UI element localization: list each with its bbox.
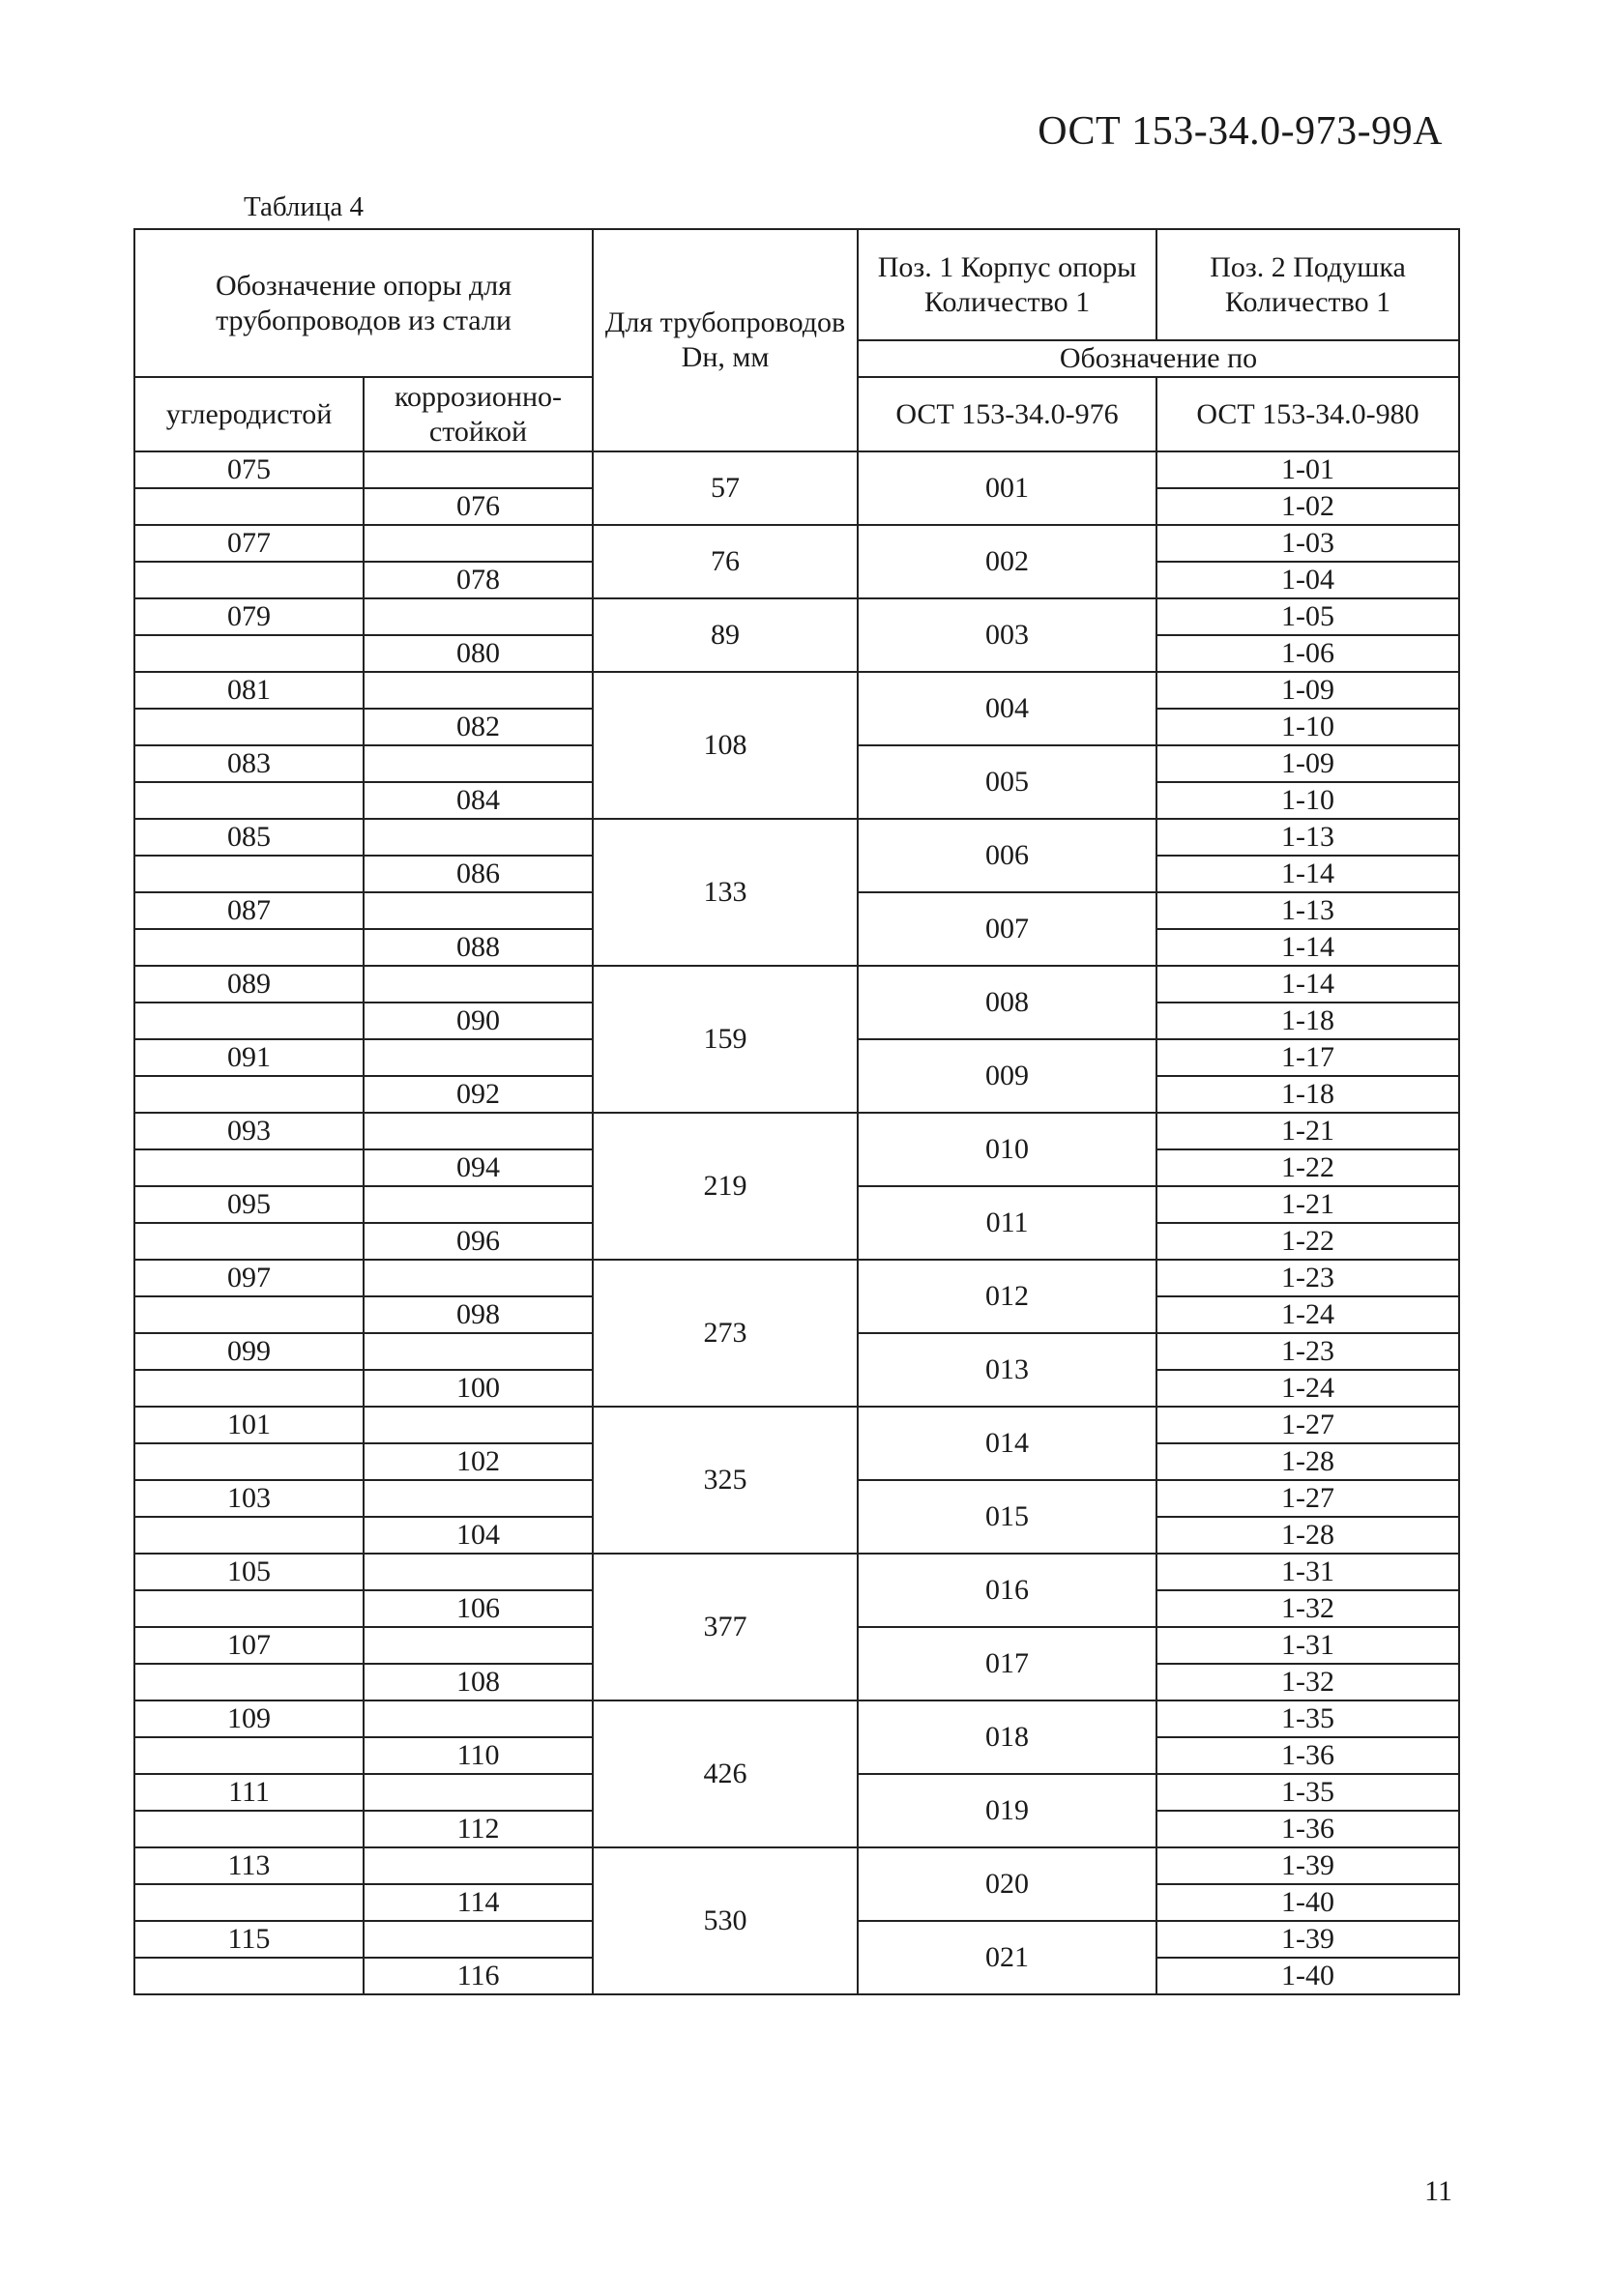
pad-cell: 1-17 bbox=[1156, 1039, 1459, 1076]
table-row bbox=[134, 451, 1459, 488]
pad-cell: 1-14 bbox=[1156, 966, 1459, 1003]
pad-cell: 1-31 bbox=[1156, 1554, 1459, 1590]
pad-cell: 1-10 bbox=[1156, 709, 1459, 745]
corrosion-resistant-cell: 110 bbox=[364, 1737, 593, 1774]
pad-cell: 1-32 bbox=[1156, 1590, 1459, 1627]
carbon-steel-cell: 115 bbox=[134, 1921, 364, 1958]
pad-cell: 1-21 bbox=[1156, 1113, 1459, 1149]
corrosion-resistant-cell: 096 bbox=[364, 1223, 593, 1260]
corrosion-resistant-cell bbox=[364, 892, 593, 929]
corrosion-resistant-cell: 084 bbox=[364, 782, 593, 819]
pad-cell: 1-24 bbox=[1156, 1296, 1459, 1333]
carbon-steel-cell bbox=[134, 488, 364, 525]
carbon-steel-cell bbox=[134, 1223, 364, 1260]
pad-cell: 1-10 bbox=[1156, 782, 1459, 819]
pipe-diameter-cell: 530 bbox=[593, 1847, 858, 1994]
carbon-steel-cell bbox=[134, 1664, 364, 1700]
table-row bbox=[134, 1847, 1459, 1884]
corrosion-resistant-cell: 106 bbox=[364, 1590, 593, 1627]
carbon-steel-cell bbox=[134, 1590, 364, 1627]
carbon-steel-cell bbox=[134, 856, 364, 892]
header-designation-by: Обозначение по bbox=[858, 340, 1459, 377]
carbon-steel-cell bbox=[134, 709, 364, 745]
corrosion-resistant-cell: 112 bbox=[364, 1811, 593, 1847]
pad-cell: 1-23 bbox=[1156, 1333, 1459, 1370]
pad-cell: 1-14 bbox=[1156, 856, 1459, 892]
support-body-cell: 003 bbox=[858, 598, 1156, 672]
support-body-cell: 010 bbox=[858, 1113, 1156, 1186]
corrosion-resistant-cell: 076 bbox=[364, 488, 593, 525]
corrosion-resistant-cell bbox=[364, 451, 593, 488]
corrosion-resistant-cell bbox=[364, 1627, 593, 1664]
corrosion-resistant-cell: 078 bbox=[364, 562, 593, 598]
pad-cell: 1-36 bbox=[1156, 1811, 1459, 1847]
support-body-cell: 014 bbox=[858, 1407, 1156, 1480]
pad-cell: 1-21 bbox=[1156, 1186, 1459, 1223]
carbon-steel-cell bbox=[134, 1737, 364, 1774]
corrosion-resistant-cell: 116 bbox=[364, 1958, 593, 1994]
corrosion-resistant-cell bbox=[364, 745, 593, 782]
pipe-diameter-cell: 133 bbox=[593, 819, 858, 966]
pad-cell: 1-31 bbox=[1156, 1627, 1459, 1664]
support-body-cell: 017 bbox=[858, 1627, 1156, 1700]
support-body-cell: 018 bbox=[858, 1700, 1156, 1774]
pipe-diameter-cell: 76 bbox=[593, 525, 858, 598]
document-code: ОСТ 153-34.0-973-99А bbox=[1038, 109, 1443, 154]
table-row bbox=[134, 525, 1459, 562]
pad-cell: 1-40 bbox=[1156, 1884, 1459, 1921]
corrosion-resistant-cell bbox=[364, 1186, 593, 1223]
corrosion-resistant-cell bbox=[364, 1260, 593, 1296]
corrosion-resistant-cell: 092 bbox=[364, 1076, 593, 1113]
pad-cell: 1-06 bbox=[1156, 635, 1459, 672]
pad-cell: 1-35 bbox=[1156, 1700, 1459, 1737]
support-body-cell: 004 bbox=[858, 672, 1156, 745]
pipe-diameter-cell: 426 bbox=[593, 1700, 858, 1847]
table-caption: Таблица 4 bbox=[244, 191, 365, 222]
corrosion-resistant-cell: 108 bbox=[364, 1664, 593, 1700]
table-row bbox=[134, 1113, 1459, 1149]
carbon-steel-cell: 111 bbox=[134, 1774, 364, 1811]
header-ost-980: ОСТ 153-34.0-980 bbox=[1156, 377, 1459, 451]
pipe-diameter-cell: 89 bbox=[593, 598, 858, 672]
pad-cell: 1-04 bbox=[1156, 562, 1459, 598]
carbon-steel-cell: 083 bbox=[134, 745, 364, 782]
table-row bbox=[134, 672, 1459, 709]
corrosion-resistant-cell: 102 bbox=[364, 1443, 593, 1480]
carbon-steel-cell bbox=[134, 1517, 364, 1554]
carbon-steel-cell: 109 bbox=[134, 1700, 364, 1737]
carbon-steel-cell: 089 bbox=[134, 966, 364, 1003]
pad-cell: 1-14 bbox=[1156, 929, 1459, 966]
corrosion-resistant-cell: 100 bbox=[364, 1370, 593, 1407]
corrosion-resistant-cell: 086 bbox=[364, 856, 593, 892]
pad-cell: 1-18 bbox=[1156, 1076, 1459, 1113]
pad-cell: 1-13 bbox=[1156, 892, 1459, 929]
pad-cell: 1-02 bbox=[1156, 488, 1459, 525]
pad-cell: 1-18 bbox=[1156, 1003, 1459, 1039]
carbon-steel-cell bbox=[134, 1003, 364, 1039]
carbon-steel-cell bbox=[134, 1076, 364, 1113]
pad-cell: 1-36 bbox=[1156, 1737, 1459, 1774]
carbon-steel-cell: 099 bbox=[134, 1333, 364, 1370]
pipe-diameter-cell: 377 bbox=[593, 1554, 858, 1700]
pad-cell: 1-39 bbox=[1156, 1847, 1459, 1884]
pad-cell: 1-27 bbox=[1156, 1480, 1459, 1517]
carbon-steel-cell: 085 bbox=[134, 819, 364, 856]
carbon-steel-cell: 101 bbox=[134, 1407, 364, 1443]
carbon-steel-cell: 113 bbox=[134, 1847, 364, 1884]
pad-cell: 1-03 bbox=[1156, 525, 1459, 562]
corrosion-resistant-cell bbox=[364, 1921, 593, 1958]
corrosion-resistant-cell: 090 bbox=[364, 1003, 593, 1039]
support-designation-table bbox=[133, 228, 1460, 1995]
corrosion-resistant-cell bbox=[364, 598, 593, 635]
carbon-steel-cell: 079 bbox=[134, 598, 364, 635]
table-row bbox=[134, 1700, 1459, 1737]
pipe-diameter-cell: 273 bbox=[593, 1260, 858, 1407]
header-carbon-steel: углеродистой bbox=[134, 377, 364, 451]
carbon-steel-cell bbox=[134, 782, 364, 819]
support-body-cell: 012 bbox=[858, 1260, 1156, 1333]
corrosion-resistant-cell bbox=[364, 1333, 593, 1370]
corrosion-resistant-cell: 094 bbox=[364, 1149, 593, 1186]
support-body-cell: 006 bbox=[858, 819, 1156, 892]
support-body-cell: 013 bbox=[858, 1333, 1156, 1407]
support-body-cell: 005 bbox=[858, 745, 1156, 819]
support-body-cell: 020 bbox=[858, 1847, 1156, 1921]
carbon-steel-cell: 105 bbox=[134, 1554, 364, 1590]
carbon-steel-cell: 091 bbox=[134, 1039, 364, 1076]
carbon-steel-cell: 095 bbox=[134, 1186, 364, 1223]
carbon-steel-cell bbox=[134, 1296, 364, 1333]
pad-cell: 1-28 bbox=[1156, 1443, 1459, 1480]
table-row bbox=[134, 966, 1459, 1003]
header-corrosion-resistant: коррозионно-стойкой bbox=[364, 377, 593, 451]
pad-cell: 1-22 bbox=[1156, 1223, 1459, 1260]
corrosion-resistant-cell bbox=[364, 1407, 593, 1443]
pad-cell: 1-39 bbox=[1156, 1921, 1459, 1958]
support-body-cell: 015 bbox=[858, 1480, 1156, 1554]
table-row bbox=[134, 1260, 1459, 1296]
carbon-steel-cell: 087 bbox=[134, 892, 364, 929]
carbon-steel-cell: 093 bbox=[134, 1113, 364, 1149]
support-body-cell: 001 bbox=[858, 451, 1156, 525]
support-body-cell: 016 bbox=[858, 1554, 1156, 1627]
support-body-cell: 019 bbox=[858, 1774, 1156, 1847]
pad-cell: 1-32 bbox=[1156, 1664, 1459, 1700]
corrosion-resistant-cell bbox=[364, 966, 593, 1003]
support-body-cell: 008 bbox=[858, 966, 1156, 1039]
carbon-steel-cell bbox=[134, 929, 364, 966]
pad-cell: 1-27 bbox=[1156, 1407, 1459, 1443]
carbon-steel-cell: 107 bbox=[134, 1627, 364, 1664]
carbon-steel-cell bbox=[134, 1149, 364, 1186]
corrosion-resistant-cell bbox=[364, 1039, 593, 1076]
carbon-steel-cell bbox=[134, 635, 364, 672]
corrosion-resistant-cell bbox=[364, 1774, 593, 1811]
corrosion-resistant-cell: 088 bbox=[364, 929, 593, 966]
table-row bbox=[134, 819, 1459, 856]
pad-cell: 1-09 bbox=[1156, 745, 1459, 782]
pipe-diameter-cell: 219 bbox=[593, 1113, 858, 1260]
support-body-cell: 002 bbox=[858, 525, 1156, 598]
corrosion-resistant-cell: 082 bbox=[364, 709, 593, 745]
pad-cell: 1-40 bbox=[1156, 1958, 1459, 1994]
carbon-steel-cell bbox=[134, 1811, 364, 1847]
table-row bbox=[134, 1554, 1459, 1590]
corrosion-resistant-cell: 080 bbox=[364, 635, 593, 672]
pipe-diameter-cell: 325 bbox=[593, 1407, 858, 1554]
pipe-diameter-cell: 57 bbox=[593, 451, 858, 525]
pad-cell: 1-13 bbox=[1156, 819, 1459, 856]
header-pos1: Поз. 1 Корпус опоры Количество 1 bbox=[858, 229, 1156, 340]
carbon-steel-cell: 103 bbox=[134, 1480, 364, 1517]
carbon-steel-cell bbox=[134, 1958, 364, 1994]
support-body-cell: 021 bbox=[858, 1921, 1156, 1994]
pipe-diameter-cell: 108 bbox=[593, 672, 858, 819]
pipe-diameter-cell: 159 bbox=[593, 966, 858, 1113]
pad-cell: 1-35 bbox=[1156, 1774, 1459, 1811]
carbon-steel-cell: 075 bbox=[134, 451, 364, 488]
header-pos2: Поз. 2 Подушка Количество 1 bbox=[1156, 229, 1459, 340]
pad-cell: 1-28 bbox=[1156, 1517, 1459, 1554]
table-row bbox=[134, 1407, 1459, 1443]
corrosion-resistant-cell bbox=[364, 1554, 593, 1590]
carbon-steel-cell bbox=[134, 1884, 364, 1921]
pad-cell: 1-24 bbox=[1156, 1370, 1459, 1407]
corrosion-resistant-cell bbox=[364, 672, 593, 709]
corrosion-resistant-cell: 114 bbox=[364, 1884, 593, 1921]
corrosion-resistant-cell bbox=[364, 1847, 593, 1884]
header-support-designation: Обозначение опоры для трубопроводов из стали bbox=[134, 229, 593, 377]
table-row bbox=[134, 598, 1459, 635]
header-pipe-diameter: Для трубопроводов Dн, мм bbox=[593, 229, 858, 451]
corrosion-resistant-cell bbox=[364, 1480, 593, 1517]
corrosion-resistant-cell bbox=[364, 525, 593, 562]
corrosion-resistant-cell: 104 bbox=[364, 1517, 593, 1554]
pad-cell: 1-09 bbox=[1156, 672, 1459, 709]
support-body-cell: 007 bbox=[858, 892, 1156, 966]
page-number: 11 bbox=[1424, 2175, 1452, 2207]
support-body-cell: 009 bbox=[858, 1039, 1156, 1113]
pad-cell: 1-23 bbox=[1156, 1260, 1459, 1296]
carbon-steel-cell: 081 bbox=[134, 672, 364, 709]
carbon-steel-cell bbox=[134, 1370, 364, 1407]
pad-cell: 1-05 bbox=[1156, 598, 1459, 635]
carbon-steel-cell: 077 bbox=[134, 525, 364, 562]
corrosion-resistant-cell bbox=[364, 1113, 593, 1149]
corrosion-resistant-cell bbox=[364, 1700, 593, 1737]
carbon-steel-cell bbox=[134, 1443, 364, 1480]
corrosion-resistant-cell bbox=[364, 819, 593, 856]
header-ost-976: ОСТ 153-34.0-976 bbox=[858, 377, 1156, 451]
carbon-steel-cell: 097 bbox=[134, 1260, 364, 1296]
support-body-cell: 011 bbox=[858, 1186, 1156, 1260]
pad-cell: 1-01 bbox=[1156, 451, 1459, 488]
corrosion-resistant-cell: 098 bbox=[364, 1296, 593, 1333]
carbon-steel-cell bbox=[134, 562, 364, 598]
table-body bbox=[134, 451, 1459, 1994]
pad-cell: 1-22 bbox=[1156, 1149, 1459, 1186]
